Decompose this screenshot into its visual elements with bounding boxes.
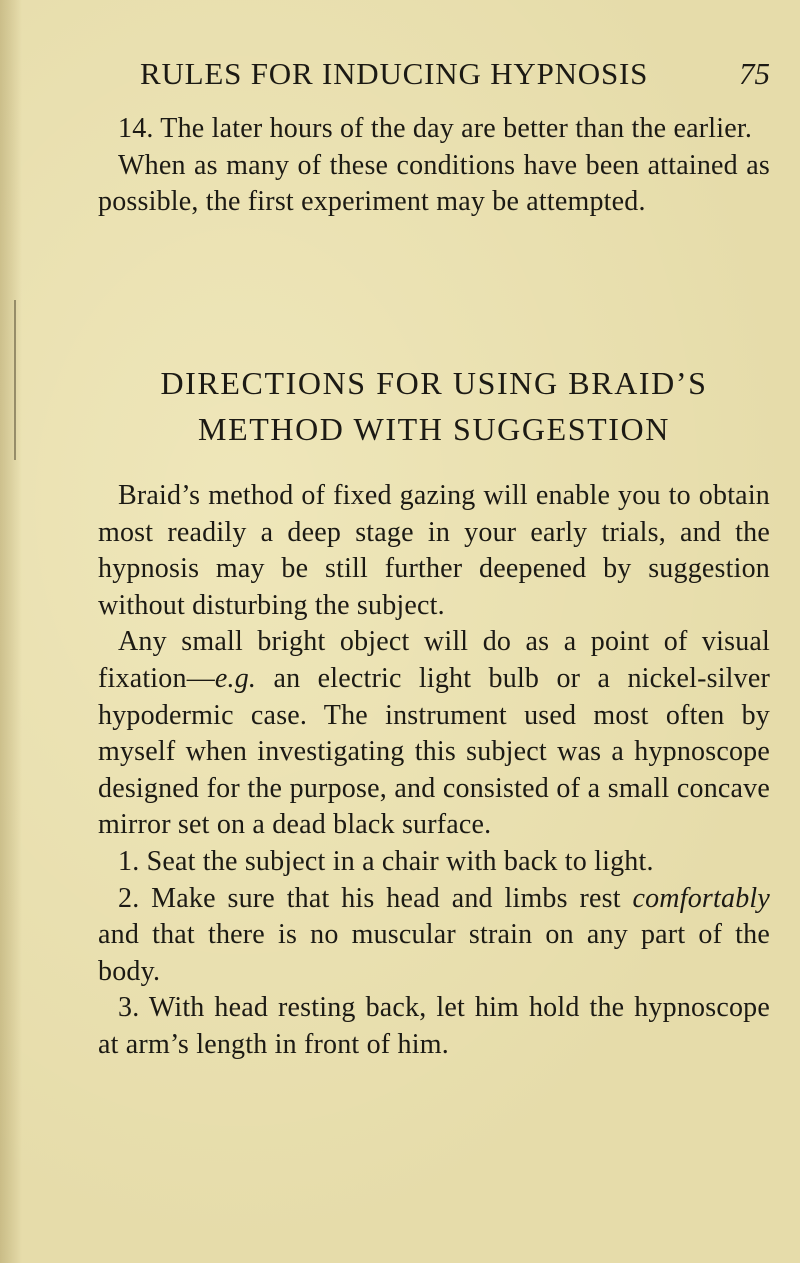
bright-object-text-1: Any small bright object will do as a point of visual fixation— — [98, 626, 770, 694]
section-heading-line-1: DIRECTIONS FOR USING BRAID’S — [160, 365, 708, 401]
running-head-title: RULES FOR INDUCING HYPNOSIS — [140, 56, 649, 91]
page-number: 75 — [739, 56, 770, 91]
step-2-text-1: 2. Make sure that his head and limbs rest — [118, 882, 633, 914]
step-1: 1. Seat the subject in a chair with back to light. — [118, 845, 654, 877]
comfortably-italic: comfortably — [632, 882, 770, 914]
paragraph-first-experiment: When as many of these conditions have been attained as possible, the first experiment may be attempted. — [98, 149, 770, 218]
eg-italic: e.g. — [214, 662, 257, 694]
main-section — [98, 478, 770, 1064]
paragraph-rule-14: 14. The later hours of the day are better than the earlier. — [118, 113, 753, 144]
section-heading-line-2: METHOD WITH SUGGESTION — [198, 411, 670, 447]
running-head — [98, 56, 770, 100]
margin-mark — [14, 300, 16, 460]
page-edge-shading — [0, 0, 22, 1263]
step-2-text-2: and that there is no muscular strain on any part of the body. — [98, 919, 770, 987]
paragraph-bright-object — [98, 624, 770, 844]
bright-object-text-2: an electric light bulb or a nickel-silver hypodermic case. The instrument used most often by myself when investigating this subject was a hypnoscope designed for the purpose, and consisted of a small concave mirror set on a dead black surface. — [98, 662, 770, 841]
paragraph-braid-method: Braid’s method of fixed gazing will enable you to obtain most readily a deep stage in your early trials, and the hypnosis may be still further deepened by suggestion without disturbing the subject. — [98, 480, 770, 621]
step-3: 3. With head resting back, let him hold the hypnoscope at arm’s length in front of him. — [98, 992, 770, 1060]
step-2 — [98, 881, 770, 991]
section-heading — [98, 360, 770, 452]
top-section — [98, 111, 770, 221]
